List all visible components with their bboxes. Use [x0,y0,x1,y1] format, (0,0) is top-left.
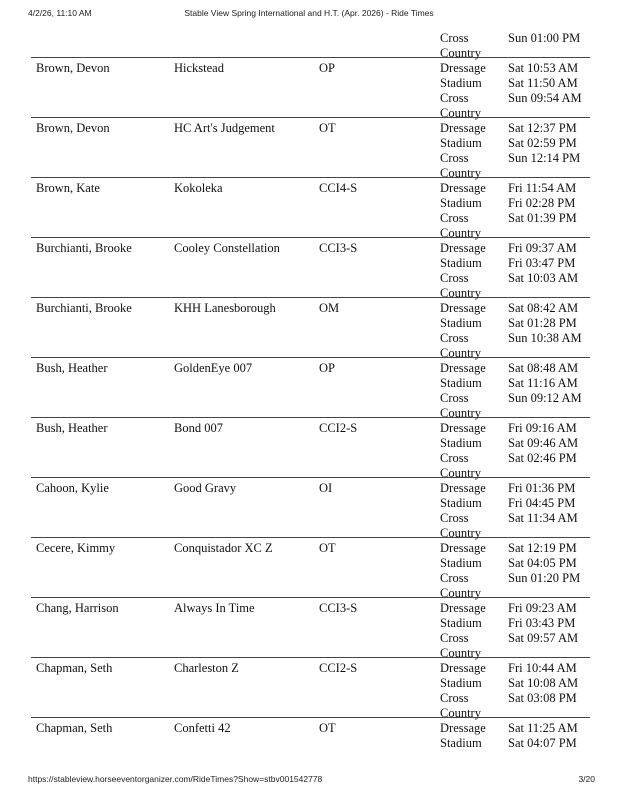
phase-list [440,541,492,601]
phase-xc-label: Cross Country [440,691,481,720]
phase-xc-label: Cross Country [440,271,481,300]
table-row [31,178,590,238]
time-dressage: Sat 08:42 AM [508,301,579,315]
phase-dressage-label: Dressage [440,481,486,495]
division: CCI3-S [319,241,358,255]
time-xc: Sat 01:39 PM [508,211,577,225]
time-list [508,721,578,751]
rider-name: Chang, Harrison [36,601,119,615]
time-list [508,421,578,466]
division: OI [319,481,333,495]
phase-dressage-label: Dressage [440,361,486,375]
division: OM [319,301,340,315]
phase-stadium-label: Stadium [440,256,482,270]
phase-list [440,481,492,541]
time-stadium: Sat 04:05 PM [508,556,577,570]
phase-list [440,241,492,301]
time-dressage: Fri 01:36 PM [508,481,576,495]
phase-xc-label: Cross Country [440,391,481,420]
time-list [508,661,578,706]
table-row [31,478,590,538]
phase-stadium-label: Stadium [440,676,482,690]
print-header [0,8,618,22]
horse-name: Bond 007 [174,421,223,435]
table-row [31,658,590,718]
division: CCI2-S [319,661,358,675]
horse-name: Charleston Z [174,661,239,675]
phase-list [440,361,492,421]
time-xc: Sat 11:34 AM [508,511,578,525]
time-dressage: Fri 09:16 AM [508,421,577,435]
phase-xc-label: Cross Country [440,331,481,360]
phase-list [440,121,492,181]
time-dressage: Sat 08:48 AM [508,361,579,375]
table-row [31,118,590,178]
time-list [508,301,582,346]
time-stadium: Sat 11:50 AM [508,76,578,90]
time-list [508,601,578,646]
time-dressage: Fri 11:54 AM [508,181,577,195]
rider-name: Brown, Devon [36,61,110,75]
time-list [508,241,578,286]
phase-stadium-label: Stadium [440,436,482,450]
phase-dressage-label: Dressage [440,121,486,135]
rider-name: Chapman, Seth [36,721,113,735]
time-xc: Sun 01:20 PM [508,571,581,585]
phase-dressage-label: Dressage [440,421,486,435]
phase-dressage-label: Dressage [440,301,486,315]
time-dressage: Sat 12:37 PM [508,121,577,135]
division: OP [319,361,335,375]
print-title: Stable View Spring International and H.T. (Apr. 2026) - Ride Times [184,8,434,18]
time-xc: Sun 01:00 PM [508,31,581,45]
rider-name: Brown, Kate [36,181,100,195]
phase-xc-label: Cross Country [440,631,481,660]
table-row [31,418,590,478]
time-stadium: Sat 02:59 PM [508,136,577,150]
rider-name: Brown, Devon [36,121,110,135]
print-datetime: 4/2/26, 11:10 AM [28,8,92,18]
phase-xc-label: Cross Country [440,31,481,60]
division: CCI2-S [319,421,358,435]
table-row [31,358,590,418]
horse-name: KHH Lanesborough [174,301,276,315]
phase-list [440,31,492,61]
time-list [508,31,580,46]
time-list [508,181,577,226]
time-xc: Sat 03:08 PM [508,691,577,705]
phase-stadium-label: Stadium [440,496,482,510]
table-row [31,238,590,298]
phase-list [440,601,492,661]
time-stadium: Fri 02:28 PM [508,196,576,210]
division: OP [319,61,335,75]
horse-name: Cooley Constellation [174,241,280,255]
rider-name: Bush, Heather [36,361,108,375]
rider-name: Bush, Heather [36,421,108,435]
print-footer [0,774,618,788]
time-dressage: Sat 10:53 AM [508,61,579,75]
rider-name: Cecere, Kimmy [36,541,116,555]
time-stadium: Sat 01:28 PM [508,316,577,330]
rider-name: Burchianti, Brooke [36,301,132,315]
phase-xc-label: Cross Country [440,211,481,240]
phase-xc-label: Cross Country [440,511,481,540]
phase-xc-label: Cross Country [440,451,481,480]
time-stadium: Fri 03:47 PM [508,256,576,270]
time-xc: Sun 09:12 AM [508,391,582,405]
phase-dressage-label: Dressage [440,541,486,555]
time-xc: Sat 10:03 AM [508,271,579,285]
horse-name: Kokoleka [174,181,223,195]
horse-name: Hickstead [174,61,224,75]
phase-stadium-label: Stadium [440,196,482,210]
table-row-continued [31,28,590,58]
phase-dressage-label: Dressage [440,601,486,615]
horse-name: GoldenEye 007 [174,361,253,375]
print-url: https://stableview.horseeventorganizer.com/RideTimes?Show=stbv001542778 [28,774,323,784]
table-row [31,298,590,358]
time-list [508,481,578,526]
time-stadium: Sat 09:46 AM [508,436,579,450]
ride-times-table [31,28,590,764]
time-xc: Sun 12:14 PM [508,151,581,165]
horse-name: Good Gravy [174,481,237,495]
time-stadium: Sat 04:07 PM [508,736,577,750]
table-row [31,538,590,598]
time-stadium: Sat 11:16 AM [508,376,578,390]
division: CCI4-S [319,181,358,195]
phase-dressage-label: Dressage [440,181,486,195]
table-row [31,58,590,118]
phase-list [440,61,492,121]
time-xc: Sun 09:54 AM [508,91,582,105]
phase-list [440,181,492,241]
time-stadium: Sat 10:08 AM [508,676,579,690]
time-dressage: Fri 09:37 AM [508,241,577,255]
table-row [31,598,590,658]
phase-dressage-label: Dressage [440,721,486,735]
phase-list [440,301,492,361]
horse-name: HC Art's Judgement [174,121,275,135]
horse-name: Always In Time [174,601,255,615]
time-dressage: Sat 11:25 AM [508,721,578,735]
time-dressage: Sat 12:19 PM [508,541,577,555]
phase-xc-label: Cross Country [440,91,481,120]
division: OT [319,721,336,735]
time-list [508,121,580,166]
phase-list [440,661,492,721]
time-xc: Sat 09:57 AM [508,631,579,645]
phase-dressage-label: Dressage [440,241,486,255]
time-xc: Sun 10:38 AM [508,331,582,345]
phase-stadium-label: Stadium [440,376,482,390]
phase-stadium-label: Stadium [440,616,482,630]
phase-xc-label: Cross Country [440,571,481,600]
rider-name: Chapman, Seth [36,661,113,675]
time-dressage: Fri 09:23 AM [508,601,577,615]
table-row [31,718,590,764]
phase-list [440,721,486,751]
phase-stadium-label: Stadium [440,76,482,90]
phase-dressage-label: Dressage [440,61,486,75]
division: OT [319,121,336,135]
phase-stadium-label: Stadium [440,556,482,570]
horse-name: Confetti 42 [174,721,231,735]
phase-list [440,421,492,481]
division: OT [319,541,336,555]
phase-stadium-label: Stadium [440,736,482,750]
time-xc: Sat 02:46 PM [508,451,577,465]
phase-xc-label: Cross Country [440,151,481,180]
time-list [508,361,582,406]
rider-name: Burchianti, Brooke [36,241,132,255]
time-list [508,61,582,106]
time-list [508,541,580,586]
time-stadium: Fri 03:43 PM [508,616,576,630]
horse-name: Conquistador XC Z [174,541,273,555]
phase-stadium-label: Stadium [440,136,482,150]
phase-stadium-label: Stadium [440,316,482,330]
phase-dressage-label: Dressage [440,661,486,675]
time-stadium: Fri 04:45 PM [508,496,576,510]
time-dressage: Fri 10:44 AM [508,661,577,675]
division: CCI3-S [319,601,358,615]
rider-name: Cahoon, Kylie [36,481,109,495]
page-number: 3/20 [578,774,595,784]
